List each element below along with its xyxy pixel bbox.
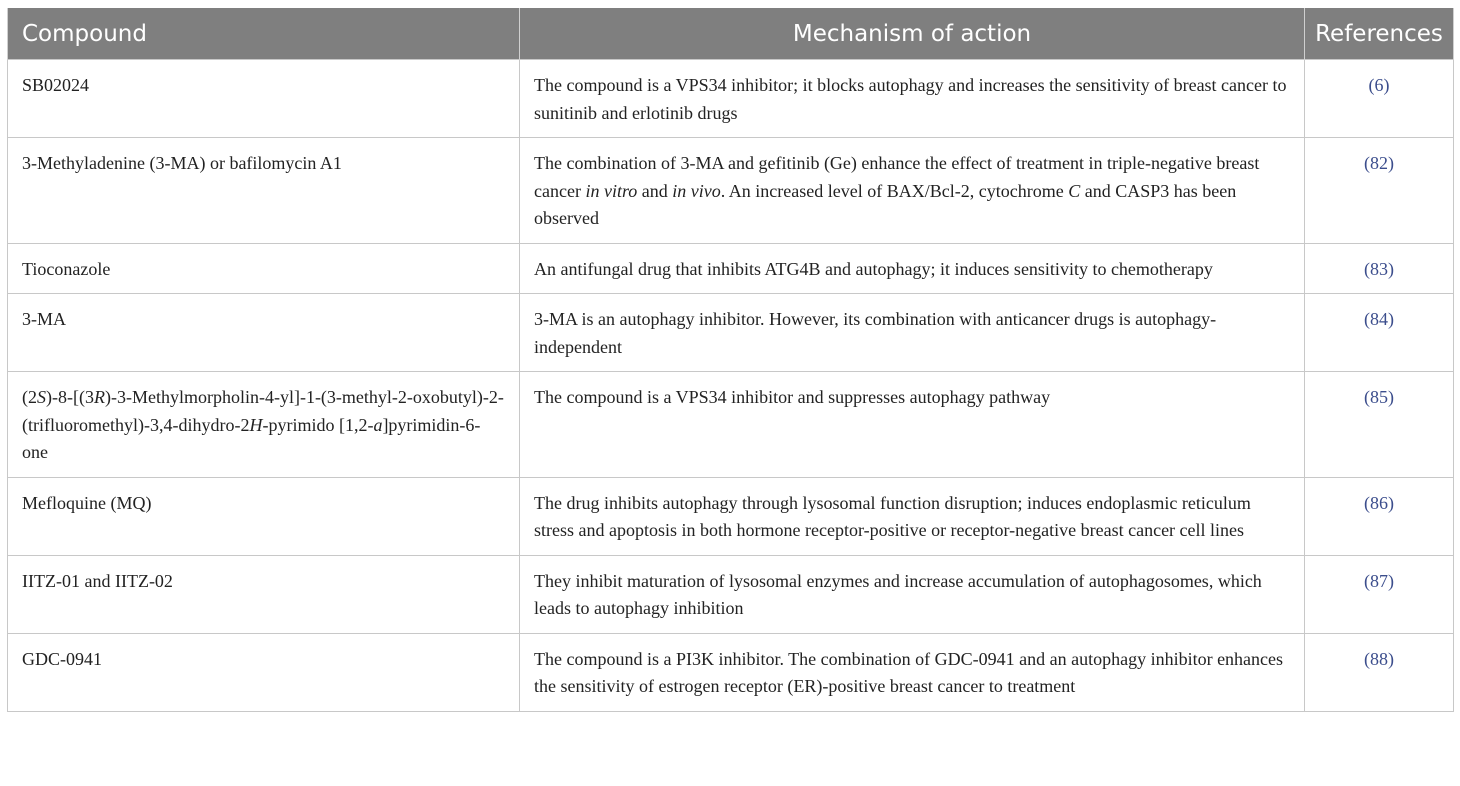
mechanism-cell: An antifungal drug that inhibits ATG4B and autophagy; it induces sensitivity to chemotherapy [520, 243, 1305, 294]
reference-link[interactable]: (83) [1305, 243, 1454, 294]
table-header-row [8, 8, 1454, 60]
table-row [8, 372, 1454, 478]
compound-cell: (2S)-8-[(3R)-3-Methylmorpholin-4-yl]-1-(3-methyl-2-oxobutyl)-2-(trifluoromethyl)-3,4-dihydro-2H-pyrimido [1,2-a]pyrimidin-6-one [8, 372, 520, 478]
reference-link[interactable]: (86) [1305, 477, 1454, 555]
compound-cell: 3-Methyladenine (3-MA) or bafilomycin A1 [8, 138, 520, 244]
mechanism-cell: 3-MA is an autophagy inhibitor. However, its combination with anticancer drugs is autophagy-independent [520, 294, 1305, 372]
mechanism-cell: The combination of 3-MA and gefitinib (Ge) enhance the effect of treatment in triple-negative breast cancer in vitro and in vivo. An increased level of BAX/Bcl-2, cytochrome C and CASP3 has been observed [520, 138, 1305, 244]
compounds-table [7, 8, 1454, 712]
reference-link[interactable]: (84) [1305, 294, 1454, 372]
table-row [8, 633, 1454, 711]
compound-cell: GDC-0941 [8, 633, 520, 711]
table-row [8, 555, 1454, 633]
compound-cell: SB02024 [8, 60, 520, 138]
table-row [8, 138, 1454, 244]
compound-cell: Tioconazole [8, 243, 520, 294]
table-row [8, 477, 1454, 555]
reference-link[interactable]: (6) [1305, 60, 1454, 138]
header-mechanism: Mechanism of action [520, 8, 1305, 60]
header-compound: Compound [8, 8, 520, 60]
compound-cell: Mefloquine (MQ) [8, 477, 520, 555]
table-row [8, 294, 1454, 372]
compound-cell: 3-MA [8, 294, 520, 372]
reference-link[interactable]: (88) [1305, 633, 1454, 711]
compound-cell: IITZ-01 and IITZ-02 [8, 555, 520, 633]
table-row [8, 243, 1454, 294]
reference-link[interactable]: (85) [1305, 372, 1454, 478]
mechanism-cell: The drug inhibits autophagy through lysosomal function disruption; induces endoplasmic reticulum stress and apoptosis in both hormone receptor-positive or receptor-negative breast cancer cell lines [520, 477, 1305, 555]
table-row [8, 60, 1454, 138]
reference-link[interactable]: (87) [1305, 555, 1454, 633]
mechanism-cell: The compound is a VPS34 inhibitor and suppresses autophagy pathway [520, 372, 1305, 478]
mechanism-cell: The compound is a VPS34 inhibitor; it blocks autophagy and increases the sensitivity of breast cancer to sunitinib and erlotinib drugs [520, 60, 1305, 138]
reference-link[interactable]: (82) [1305, 138, 1454, 244]
mechanism-cell: The compound is a PI3K inhibitor. The combination of GDC-0941 and an autophagy inhibitor enhances the sensitivity of estrogen receptor (ER)-positive breast cancer to treatment [520, 633, 1305, 711]
mechanism-cell: They inhibit maturation of lysosomal enzymes and increase accumulation of autophagosomes, which leads to autophagy inhibition [520, 555, 1305, 633]
header-references: References [1305, 8, 1454, 60]
